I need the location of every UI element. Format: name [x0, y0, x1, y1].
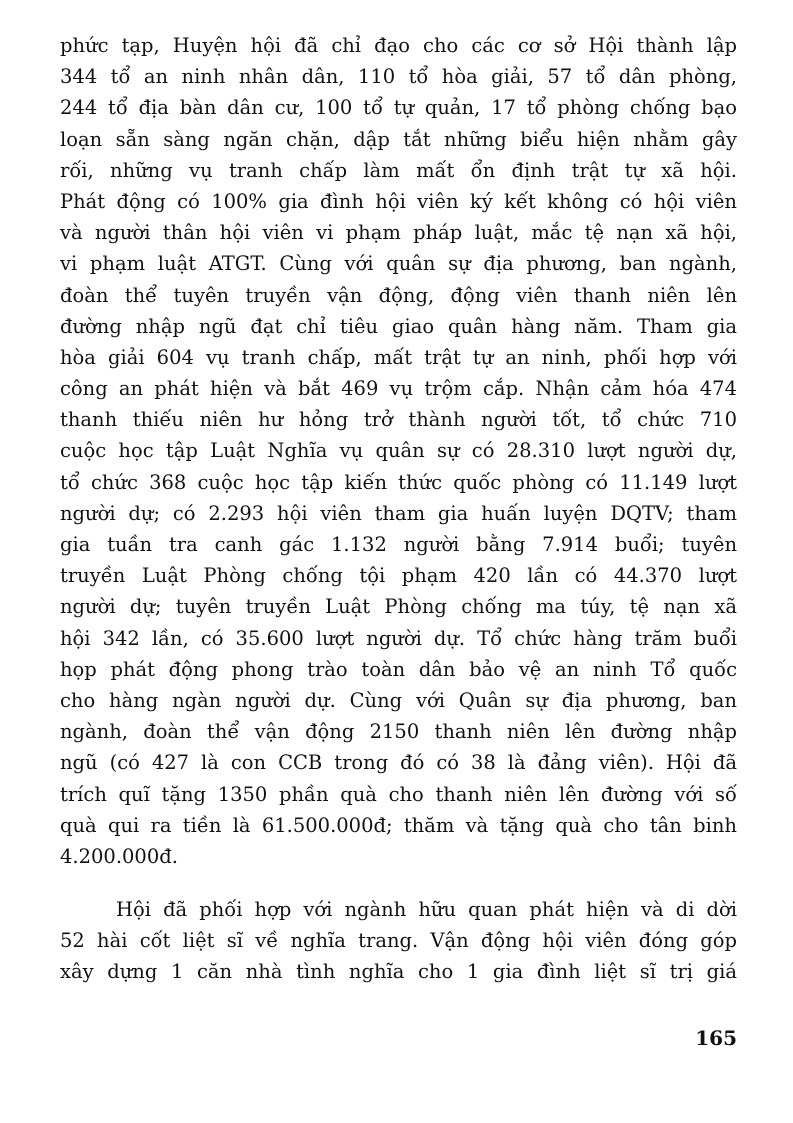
text-line: Hội đã phối hợp với ngành hữu quan phát hiện và di dời	[116, 898, 737, 922]
text-line: tổ chức 368 cuộc học tập kiến thức quốc phòng có 11.149 lượt	[60, 470, 737, 494]
text-line: người dự; tuyên truyền Luật Phòng chống ma túy, tệ nạn xã	[60, 595, 737, 619]
text-line: Phát động có 100% gia đình hội viên ký kết không có hội viên	[60, 189, 737, 213]
text-line: người dự; có 2.293 hội viên tham gia huấn luyện DQTV; tham	[60, 501, 737, 525]
text-line: thanh thiếu niên hư hỏng trở thành người tốt, tổ chức 710	[60, 408, 737, 432]
text-line: họp phát động phong trào toàn dân bảo vệ an ninh Tổ quốc	[60, 657, 737, 681]
text-line: công an phát hiện và bắt 469 vụ trộm cắp. Nhận cảm hóa 474	[60, 377, 737, 401]
text-line: hội 342 lần, có 35.600 lượt người dự. Tổ chức hàng trăm buổi	[60, 626, 737, 650]
text-line: phức tạp, Huyện hội đã chỉ đạo cho các cơ sở Hội thành lập	[60, 34, 737, 57]
text-line: cho hàng ngàn người dự. Cùng với Quân sự địa phương, ban	[60, 688, 737, 712]
text-line: đoàn thể tuyên truyền vận động, động viên thanh niên lên	[60, 283, 737, 307]
text-line: và người thân hội viên vi phạm pháp luật, mắc tệ nạn xã hội,	[60, 221, 737, 245]
text-line: 4.200.000đ.	[60, 844, 178, 868]
paragraph-2	[60, 894, 737, 988]
text-line: 244 tổ địa bàn dân cư, 100 tổ tự quản, 17 tổ phòng chống bạo	[60, 96, 737, 120]
text-line: xây dựng 1 căn nhà tình nghĩa cho 1 gia đình liệt sĩ trị giá	[60, 960, 737, 984]
text-line: quà qui ra tiền là 61.500.000đ; thăm và tặng quà cho tân binh	[60, 813, 737, 837]
text-line: ngành, đoàn thể vận động 2150 thanh niên lên đường nhập	[60, 720, 737, 744]
text-line: gia tuần tra canh gác 1.132 người bằng 7.914 buổi; tuyên	[60, 533, 737, 556]
text-line: cuộc học tập Luật Nghĩa vụ quân sự có 28.310 lượt người dự,	[60, 439, 737, 463]
text-line: vi phạm luật ATGT. Cùng với quân sự địa phương, ban ngành,	[60, 252, 737, 276]
text-line: 344 tổ an ninh nhân dân, 110 tổ hòa giải, 57 tổ dân phòng,	[60, 65, 737, 89]
text-line: hòa giải 604 vụ tranh chấp, mất trật tự an ninh, phối hợp với	[60, 345, 737, 369]
text-line: đường nhập ngũ đạt chỉ tiêu giao quân hàng năm. Tham gia	[60, 314, 737, 338]
text-line: loạn sẵn sàng ngăn chặn, dập tắt những biểu hiện nhằm gây	[60, 127, 737, 151]
paragraph-1	[60, 30, 737, 872]
text-line: truyền Luật Phòng chống tội phạm 420 lần có 44.370 lượt	[60, 564, 737, 588]
text-line: ngũ (có 427 là con CCB trong đó có 38 là đảng viên). Hội đã	[60, 751, 737, 775]
text-line: 52 hài cốt liệt sĩ về nghĩa trang. Vận động hội viên đóng góp	[60, 929, 737, 953]
page-number: 165	[695, 1026, 737, 1050]
page-body	[60, 30, 737, 988]
text-line: rối, những vụ tranh chấp làm mất ổn định trật tự xã hội.	[60, 158, 737, 182]
text-line: trích quĩ tặng 1350 phần quà cho thanh niên lên đường với số	[60, 782, 737, 806]
